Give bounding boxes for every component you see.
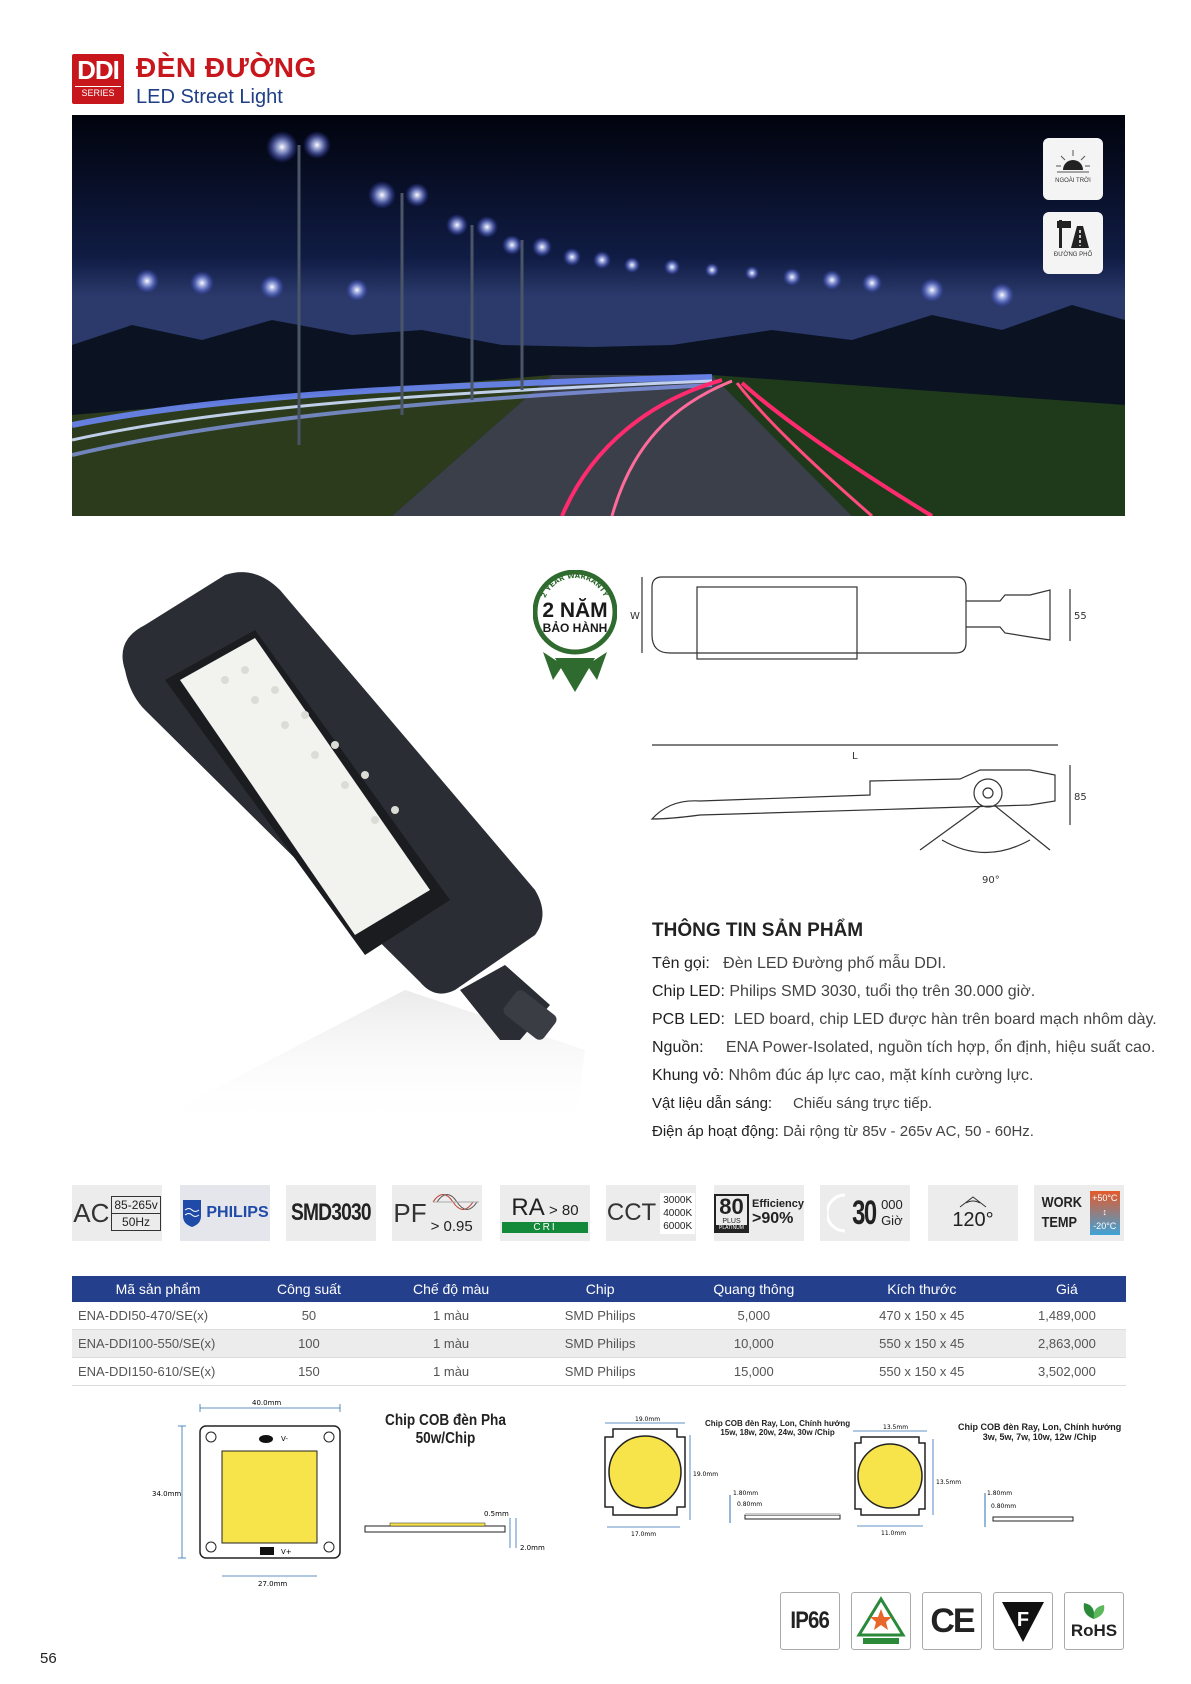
ddi-series-logo [72, 54, 124, 104]
spec-row-voltage: Điện áp hoạt động: Dải rộng từ 85v - 265v AC, 50 - 60Hz. [652, 1123, 1034, 1140]
spec-title: THÔNG TIN SẢN PHẨM [652, 920, 864, 941]
street-light-product-image [105, 570, 608, 1150]
feature-ra: RA > 80 CRI [500, 1185, 590, 1241]
feature-ac: AC 85-265v 50Hz [72, 1185, 162, 1241]
outdoor-sun-icon [1053, 146, 1093, 176]
c2-title: Chip COB đèn Ray, Lon, Chính hướng 15w, 18w, 20w, 24w, 30w /Chip [705, 1419, 851, 1437]
street-night-illustration [72, 115, 1125, 516]
warranty-top-text: 2 YEAR WARRANTY [539, 571, 610, 600]
street-badge-label: ĐƯỜNG PHỐ [1053, 252, 1093, 258]
beam-angle-icon [958, 1195, 988, 1209]
outdoor-badge-label: NGOÀI TRỜI [1055, 178, 1091, 184]
c2-thick-2: 0.80mm [737, 1501, 763, 1508]
col-code: Mã sản phẩm [72, 1276, 244, 1302]
c3-height: 13.5mm [936, 1479, 962, 1486]
ce-badge: CE [922, 1592, 982, 1650]
svg-text:F: F [1016, 1609, 1030, 1631]
cob-thickness-1: 0.5mm [484, 1510, 509, 1518]
cob-width: 40.0mm [252, 1399, 282, 1407]
dim-angle-label: 90° [982, 875, 1000, 885]
table-row: ENA-DDI100-550/SE(x) 100 1 màu SMD Philips 10,000 550 x 150 x 45 2,863,000 [72, 1330, 1126, 1358]
cob-chip-title: Chip COB đèn Pha 50w/Chip [385, 1412, 506, 1447]
page-subtitle: LED Street Light [136, 86, 283, 108]
warranty-main-text: 2 NĂM [542, 599, 608, 622]
col-color: Chế độ màu [374, 1276, 528, 1302]
table-row: ENA-DDI150-610/SE(x) 150 1 màu SMD Philips 15,000 550 x 150 x 45 3,502,000 [72, 1358, 1126, 1386]
page-title: ĐÈN ĐƯỜNG [136, 52, 317, 83]
feature-efficiency: 80 PLUS PLATINUM Efficiency >90% [714, 1185, 804, 1241]
feature-beam-angle: 120° [928, 1185, 1018, 1241]
spec-row-material: Vật liệu dẫn sáng: Chiếu sáng trực tiếp. [652, 1095, 933, 1112]
feature-work-temp: WORK TEMP +50°C ↕ -20°C [1034, 1185, 1124, 1241]
table-header-row [72, 1276, 1126, 1302]
street-sign-icon [1053, 218, 1093, 250]
col-power: Công suất [244, 1276, 374, 1302]
dim-55-label: 55 [1074, 611, 1087, 622]
cob-chip-drawing [150, 1398, 570, 1588]
c3-title: Chip COB đèn Ray, Lon, Chính hướng 3w, 5w, 7w, 10w, 12w /Chip [958, 1422, 1122, 1442]
dim-85-label: 85 [1074, 792, 1087, 803]
hvnclc-logo-icon [855, 1595, 907, 1647]
col-size: Kích thước [836, 1276, 1008, 1302]
spec-row-frame: Khung vỏ: Nhôm đúc áp lực cao, mặt kính cường lực. [652, 1067, 1034, 1084]
feature-lifetime: 30 000 Giờ [820, 1185, 910, 1241]
logo-sub: SERIES [75, 86, 121, 99]
rohs-leaf-icon [1076, 1601, 1112, 1621]
c2-thick-1: 1.80mm [733, 1490, 759, 1497]
ip66-badge: IP66 [780, 1592, 840, 1650]
philips-shield-icon [181, 1198, 203, 1228]
spec-row-pcb: PCB LED: LED board, chip LED được hàn trên board mạch nhôm dày. [652, 1011, 1157, 1028]
outdoor-badge [1043, 138, 1103, 200]
hvnclc-badge [851, 1592, 911, 1650]
cob-vpos: V+ [281, 1548, 292, 1556]
page-number: 56 [40, 1650, 57, 1667]
col-price: Giá [1008, 1276, 1126, 1302]
cob-vneg: V- [281, 1435, 288, 1443]
spec-row-chip: Chip LED: Philips SMD 3030, tuổi thọ trên 30.000 giờ. [652, 983, 1036, 1000]
feature-philips: PHILIPS [180, 1185, 270, 1241]
c2-inner: 17.0mm [631, 1531, 657, 1538]
sine-wave-icon [431, 1191, 481, 1213]
cob-round-chip-drawing-2 [845, 1423, 1085, 1553]
feature-smd: SMD3030 [286, 1185, 376, 1241]
c3-thick-1: 1.80mm [987, 1490, 1013, 1497]
table-row: ENA-DDI50-470/SE(x) 50 1 màu SMD Philips 5,000 470 x 150 x 45 1,489,000 [72, 1302, 1126, 1330]
warranty-sub-text: BẢO HÀNH [542, 621, 608, 635]
street-badge [1043, 212, 1103, 274]
feature-cct: CCT 3000K 4000K 6000K [606, 1185, 696, 1241]
c2-height: 19.0mm [693, 1471, 719, 1478]
spec-row-power: Nguồn: ENA Power-Isolated, nguồn tích hợp, ổn định, hiệu suất cao. [652, 1039, 1156, 1056]
f-mark-badge [993, 1592, 1053, 1650]
cob-thickness-2: 2.0mm [520, 1544, 545, 1552]
lifetime-arc-icon [827, 1193, 847, 1233]
c3-thick-2: 0.80mm [991, 1503, 1017, 1510]
c2-width: 19.0mm [635, 1416, 661, 1423]
feature-pf: PF > 0.95 [392, 1185, 482, 1241]
cob-height: 34.0mm [152, 1490, 182, 1498]
product-table [72, 1276, 1126, 1386]
c3-inner: 11.0mm [881, 1530, 907, 1537]
dim-l-label: L [852, 751, 858, 762]
cob-inner: 27.0mm [258, 1580, 288, 1588]
dim-w-label: W [630, 611, 640, 622]
spec-row-name: Tên gọi: Đèn LED Đường phố mẫu DDI. [652, 955, 947, 972]
rohs-badge: RoHS [1064, 1592, 1124, 1650]
f-mark-icon [1000, 1598, 1046, 1644]
c3-width: 13.5mm [883, 1424, 909, 1431]
col-chip: Chip [528, 1276, 672, 1302]
warranty-badge [533, 570, 617, 692]
col-lumen: Quang thông [672, 1276, 836, 1302]
logo-main: DDI [77, 55, 119, 85]
technical-drawing [630, 565, 1130, 885]
hero-street-photo [72, 115, 1125, 516]
